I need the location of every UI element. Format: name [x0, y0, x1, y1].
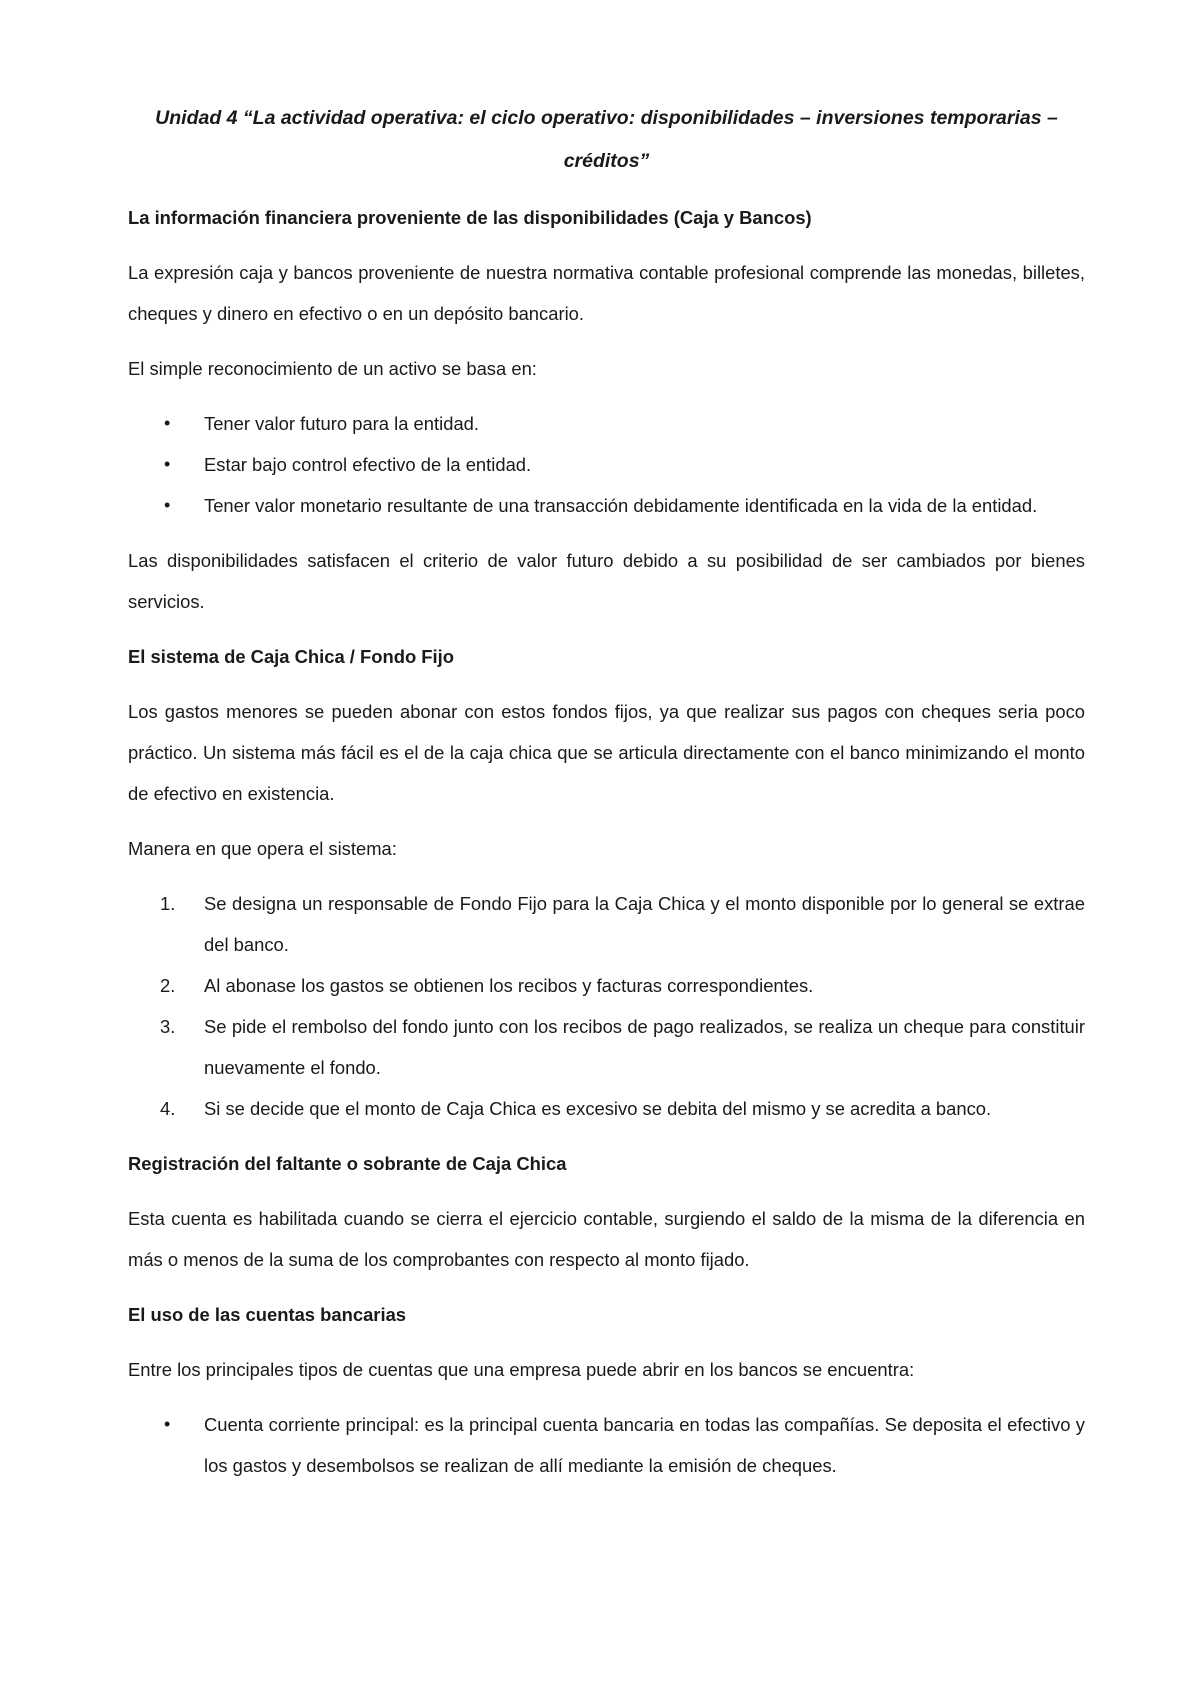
bullet-marker: •	[164, 1414, 171, 1434]
list-item: 4. Si se decide que el monto de Caja Chica es excesivo se debita del mismo y se acredita a banco.	[128, 1088, 1085, 1129]
section-heading-disponibilidades: La información financiera proveniente de las disponibilidades (Caja y Bancos)	[128, 207, 812, 228]
list-number: 2.	[160, 975, 176, 996]
list-item: • Tener valor monetario resultante de una transacción debidamente identificada en la vida de la entidad.	[128, 485, 1085, 526]
paragraph: El simple reconocimiento de un activo se basa en:	[128, 358, 537, 379]
list-item: • Estar bajo control efectivo de la entidad.	[128, 444, 1085, 485]
paragraph: Las disponibilidades satisfacen el criterio de valor futuro debido a su posibilidad de ser cambiados por bienes servicios.	[128, 550, 1085, 612]
section-heading-caja-chica: El sistema de Caja Chica / Fondo Fijo	[128, 646, 454, 667]
bullet-list	[128, 403, 1085, 526]
list-number: 4.	[160, 1098, 176, 1119]
list-item: • Cuenta corriente principal: es la principal cuenta bancaria en todas las compañías. Se deposita el efectivo y los gastos y desembolsos se realizan de allí mediante la emisión de cheques.	[128, 1404, 1085, 1486]
paragraph: La expresión caja y bancos proveniente de nuestra normativa contable profesional comprende las monedas, billetes, cheques y dinero en efectivo o en un depósito bancario.	[128, 262, 1085, 324]
paragraph: Los gastos menores se pueden abonar con estos fondos fijos, ya que realizar sus pagos con cheques seria poco práctico. Un sistema más fácil es el de la caja chica que se articula directamente con el banco minimizando el monto de efectivo en existencia.	[128, 701, 1085, 804]
bullet-marker: •	[164, 495, 171, 515]
list-number: 1.	[160, 893, 176, 914]
bullet-list	[128, 1404, 1085, 1486]
list-number: 3.	[160, 1016, 176, 1037]
paragraph: Esta cuenta es habilitada cuando se cierra el ejercicio contable, surgiendo el saldo de la misma de la diferencia en más o menos de la suma de los comprobantes con respecto al monto fijado.	[128, 1208, 1085, 1270]
list-item: 2. Al abonase los gastos se obtienen los recibos y facturas correspondientes.	[128, 965, 1085, 1006]
list-item: • Tener valor futuro para la entidad.	[128, 403, 1085, 444]
paragraph: Manera en que opera el sistema:	[128, 838, 397, 859]
bullet-marker: •	[164, 454, 171, 474]
document-title: Unidad 4 “La actividad operativa: el ciclo operativo: disponibilidades – inversiones temporarias – créditos”	[155, 107, 1058, 172]
paragraph: Entre los principales tipos de cuentas que una empresa puede abrir en los bancos se encuentra:	[128, 1359, 915, 1380]
section-heading-cuentas-bancarias: El uso de las cuentas bancarias	[128, 1304, 407, 1325]
list-item: 3. Se pide el rembolso del fondo junto con los recibos de pago realizados, se realiza un cheque para constituir nuevamente el fondo.	[128, 1006, 1085, 1088]
list-item: 1. Se designa un responsable de Fondo Fijo para la Caja Chica y el monto disponible por lo general se extrae del banco.	[128, 883, 1085, 965]
numbered-list	[128, 883, 1085, 1129]
bullet-marker: •	[164, 413, 171, 433]
section-heading-registracion: Registración del faltante o sobrante de Caja Chica	[128, 1153, 567, 1174]
